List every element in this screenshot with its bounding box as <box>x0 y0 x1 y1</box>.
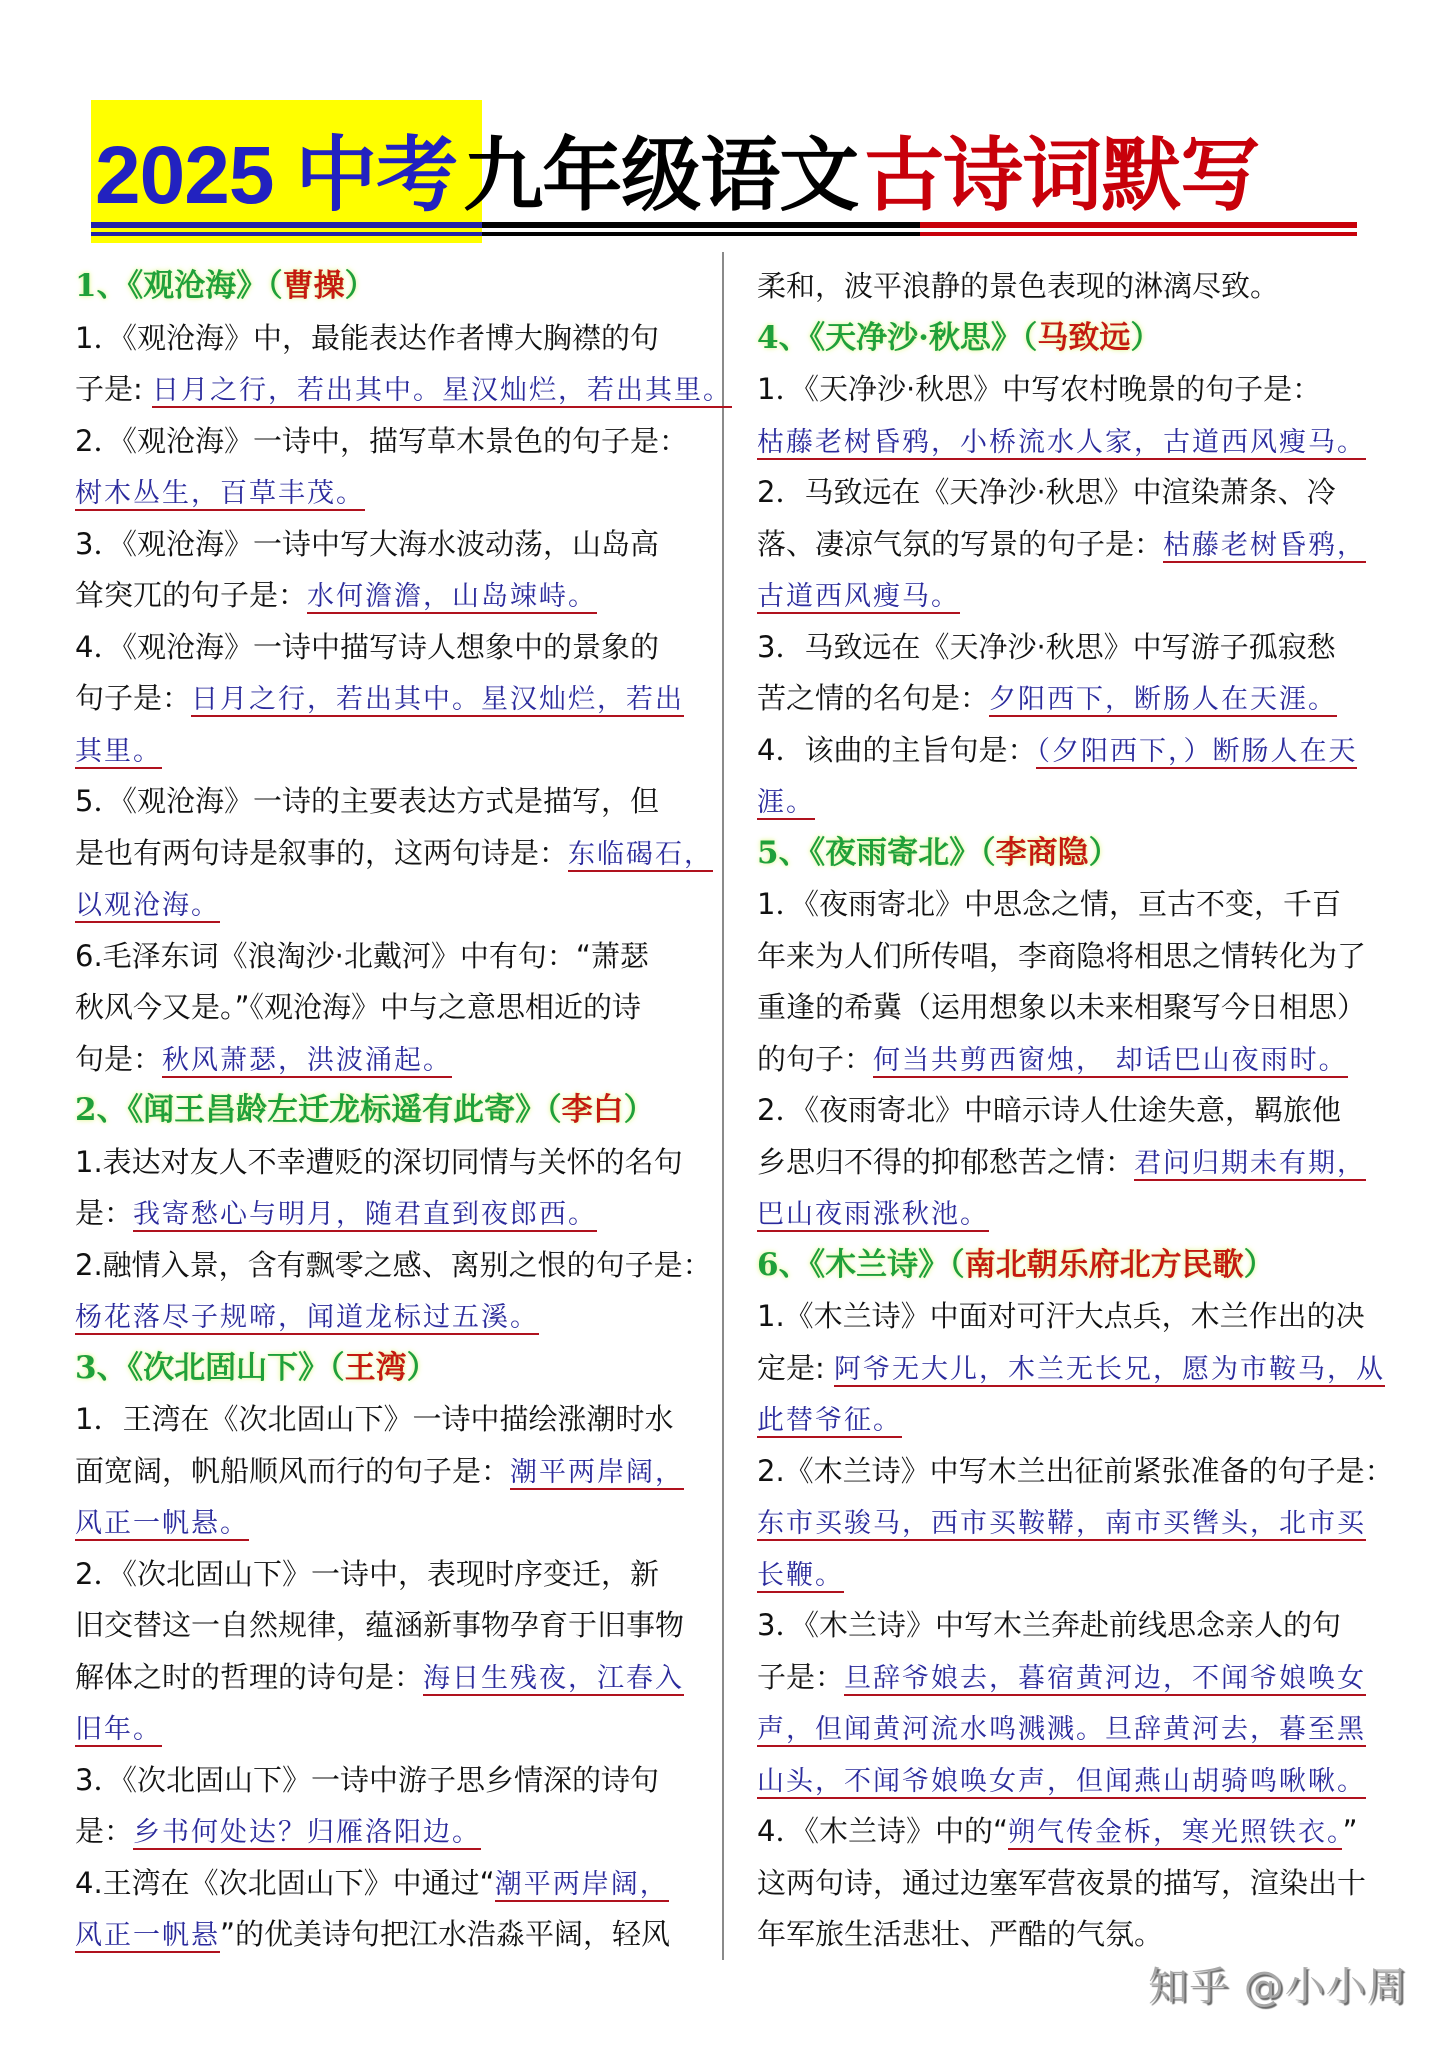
text-line <box>757 776 1387 828</box>
text-line <box>75 570 707 622</box>
text-line <box>75 1600 707 1652</box>
poem-author: 李商隐 <box>995 834 1089 871</box>
question-text: 秋风今又是。”《观沧海》中与之意思相近的诗 <box>75 990 642 1024</box>
question-text: 重逢的希冀（运用想象以未来相聚写今日相思） <box>757 990 1367 1024</box>
text-line <box>75 364 732 416</box>
answer-text: 朔气传金柝，寒光照铁衣。 <box>1007 1817 1343 1848</box>
text-line <box>75 725 707 777</box>
text-line <box>75 1446 707 1498</box>
answer-text: 以观沧海。 <box>75 890 220 921</box>
question-text: 3．《次北固山下》一诗中游子思乡情深的诗句 <box>75 1762 659 1797</box>
poem-title: 《天净沙·秋思》 <box>809 319 1022 356</box>
title-grade-subject: 九年级语文 <box>463 131 859 220</box>
answer-text: 阿爷无大儿，木兰无长兄，愿为市鞍马，从 <box>834 1353 1385 1385</box>
text-line <box>75 776 707 828</box>
text-line <box>757 261 1387 313</box>
question-text: 句子是： <box>75 681 192 715</box>
text-line <box>75 519 707 571</box>
text-line <box>757 1909 1387 1961</box>
question-text: 1．《观沧海》中，最能表达作者博大胸襟的句 <box>75 320 659 355</box>
answer-text: 潮平两岸阔， <box>494 1868 669 1900</box>
question-text: 苦之情的名句是： <box>757 681 990 715</box>
text-line <box>757 1806 1387 1858</box>
question-text: ” <box>1342 1814 1358 1848</box>
text-line <box>75 1703 707 1755</box>
text-line <box>757 1085 1387 1137</box>
question-text: 耸突兀的句子是： <box>75 578 308 612</box>
question-text: 3．《观沧海》一诗中写大海水波动荡，山岛高 <box>75 526 659 561</box>
answer-text: 乡书何处达？归雁洛阳边。 <box>133 1817 482 1848</box>
paren-open: （ <box>329 1349 345 1386</box>
text-line <box>757 1137 1387 1189</box>
answer-text: 旦辞爷娘去，暮宿黄河边，不闻爷娘唤女 <box>844 1662 1367 1694</box>
poem-title: 《次北固山下》 <box>127 1349 330 1386</box>
question-text: 2．《次北固山下》一诗中，表现时序变迁，新 <box>75 1556 659 1591</box>
text-line <box>757 982 1387 1034</box>
question-text: 柔和，波平浪静的景色表现的淋漓尽致。 <box>757 269 1280 303</box>
question-text: 子是： <box>757 1659 845 1694</box>
text-line <box>757 1034 1387 1086</box>
text-line <box>75 828 714 880</box>
text-line <box>757 364 1387 416</box>
question-text: 2.融情入景，含有飘零之感、离别之恨的句子是： <box>75 1247 712 1282</box>
question-text: 旧交替这一自然规律，蕴涵新事物孕育于旧事物 <box>75 1608 685 1642</box>
text-line <box>75 1858 707 1910</box>
text-line <box>75 673 707 725</box>
answer-text: 长鞭。 <box>757 1559 844 1591</box>
question-text: 4．《观沧海》一诗中描写诗人想象中的景象的 <box>75 629 659 664</box>
text-line <box>757 673 1387 725</box>
paren-close: ） <box>1088 834 1120 871</box>
question-text: 这两句诗，通过边塞军营夜景的描写，渲染出十 <box>757 1865 1367 1900</box>
paren-open: （ <box>949 1246 965 1283</box>
text-line <box>75 1188 707 1240</box>
question-text: 子是: <box>75 372 152 406</box>
answer-text: 古道西风瘦马。 <box>757 581 960 612</box>
answer-text: 其里。 <box>75 735 162 767</box>
text-line <box>75 1240 712 1292</box>
answer-text: 海日生残夜，江春入 <box>423 1662 685 1694</box>
text-line <box>75 982 707 1034</box>
answer-text: 东临碣石， <box>568 838 714 870</box>
question-text: 2．马致远在《天净沙·秋思》中渲染萧条、冷 <box>757 475 1336 509</box>
paren-open: （ <box>546 1092 562 1128</box>
text-line <box>75 313 707 365</box>
question-text: 句是： <box>75 1041 163 1076</box>
question-text: 乡思归不得的抑郁愁苦之情： <box>757 1144 1135 1179</box>
watermark: 知乎 @小小周 <box>1148 1964 1408 2010</box>
left-column <box>75 261 732 1961</box>
answer-text: 水何澹澹，山岛竦峙。 <box>307 581 598 612</box>
text-line <box>75 1909 707 1961</box>
section-number: 1、 <box>75 268 128 304</box>
text-line <box>75 1291 707 1343</box>
question-text: 年来为人们所传唱，李商隐将相思之情转化为了 <box>757 938 1367 973</box>
section-heading <box>757 313 1387 365</box>
poem-author: 马致远 <box>1037 319 1131 356</box>
answer-text: 山头，不闻爷娘唤女声，但闻燕山胡骑鸣啾啾。 <box>757 1765 1366 1797</box>
text-line <box>75 1137 707 1189</box>
text-line <box>75 931 707 983</box>
poem-author: 南北朝乐府北方民歌 <box>964 1246 1244 1283</box>
text-line <box>757 1497 1387 1549</box>
question-text: 2.《木兰诗》中写木兰出征前紧张准备的句子是： <box>757 1453 1394 1488</box>
title-year-exam: 2025 中考 <box>95 130 458 221</box>
question-text: 年军旅生活悲壮、严酷的气氛。 <box>757 1917 1164 1951</box>
text-line <box>757 1703 1387 1755</box>
text-line <box>75 1394 707 1446</box>
text-line <box>757 519 1387 571</box>
text-line <box>757 1600 1387 1652</box>
paren-open: （ <box>980 834 996 871</box>
question-text: 是： <box>75 1814 134 1848</box>
section-number: 2、 <box>75 1092 128 1128</box>
paren-open: （ <box>267 268 283 304</box>
text-line <box>757 725 1387 777</box>
question-text: 2．《夜雨寄北》中暗示诗人仕途失意，羁旅他 <box>757 1093 1341 1127</box>
paren-close: ） <box>1243 1246 1275 1283</box>
text-line <box>757 1291 1387 1343</box>
answer-text: 日月之行，若出其中。星汉灿烂，若出其里。 <box>152 375 732 406</box>
answer-text: 东市买骏马，西市买鞍鞯，南市买辔头，北市买 <box>757 1508 1366 1539</box>
question-text: ”的优美诗句把江水浩淼平阔，轻风 <box>220 1917 671 1951</box>
section-number: 5、 <box>757 834 810 871</box>
question-text: 2．《观沧海》一诗中，描写草木景色的句子是： <box>75 423 688 458</box>
answer-text: 风正一帆悬。 <box>75 1508 249 1539</box>
text-line <box>757 1858 1387 1910</box>
text-line <box>757 1394 1387 1446</box>
paren-open: （ <box>1021 319 1038 356</box>
answer-text: 声，但闻黄河流水鸣溅溅。旦辞黄河去，暮至黑 <box>757 1714 1366 1745</box>
text-line <box>75 879 707 931</box>
section-number: 3、 <box>75 1349 128 1386</box>
paren-close: ） <box>623 1092 655 1128</box>
section-heading <box>757 1240 1387 1292</box>
answer-text: 杨花落尽子规啼，闻道龙标过五溪。 <box>75 1302 539 1333</box>
text-line <box>757 879 1387 931</box>
title-topic: 古诗词默写 <box>864 131 1260 220</box>
answer-text: 风正一帆悬 <box>75 1920 220 1951</box>
text-line <box>75 1034 707 1086</box>
question-text: 落、凄凉气氛的写景的句子是： <box>757 526 1164 561</box>
question-text: 面宽阔，帆船顺风而行的句子是： <box>75 1453 511 1488</box>
question-text: 1．《夜雨寄北》中思念之情，亘古不变，千百 <box>757 887 1341 921</box>
poem-author: 王湾 <box>344 1349 407 1386</box>
question-text: 4.王湾在《次北固山下》中通过“ <box>75 1865 495 1900</box>
answer-text: 何当共剪西窗烛， 却话巴山夜雨时。 <box>873 1044 1348 1076</box>
text-line <box>75 467 707 519</box>
poem-author: 曹操 <box>282 268 345 304</box>
question-text: 1．《天净沙·秋思》中写农村晚景的句子是： <box>757 372 1322 406</box>
answer-text: 君问归期未有期， <box>1134 1147 1367 1179</box>
answer-text: 此替爷征。 <box>757 1405 902 1436</box>
answer-text: （夕阳西下，）断肠人在天 <box>1036 735 1358 767</box>
right-column <box>757 261 1394 1961</box>
question-text: 的句子： <box>757 1041 874 1076</box>
section-heading <box>75 1085 707 1137</box>
section-heading <box>757 828 1387 880</box>
paren-close: ） <box>344 268 376 304</box>
question-text: 1．王湾在《次北固山下》一诗中描绘涨潮时水 <box>75 1402 674 1436</box>
text-line <box>75 1652 707 1704</box>
page-title-banner <box>91 100 1357 244</box>
poem-author: 李白 <box>561 1092 624 1128</box>
text-line <box>757 1755 1387 1807</box>
poem-title: 《木兰诗》 <box>809 1246 950 1283</box>
question-text: 是也有两句诗是叙事的，这两句诗是： <box>75 835 569 870</box>
text-line <box>757 1188 1387 1240</box>
text-line <box>75 1806 707 1858</box>
text-line <box>757 1343 1387 1395</box>
question-text: 1.《木兰诗》中面对可汗大点兵，木兰作出的决 <box>757 1299 1365 1333</box>
section-heading <box>75 261 707 313</box>
question-text: 定是: <box>757 1350 834 1385</box>
question-text: 4．该曲的主旨句是： <box>757 732 1037 767</box>
answer-text: 巴山夜雨涨秋池。 <box>757 1199 989 1230</box>
text-line <box>757 1652 1387 1704</box>
section-heading <box>75 1343 707 1395</box>
answer-text: 涯。 <box>757 787 815 818</box>
question-text: 6.毛泽东词《浪淘沙·北戴河》中有句：“萧瑟 <box>75 938 649 973</box>
section-number: 4、 <box>757 319 810 356</box>
question-text: 1.表达对友人不幸遭贬的深切同情与关怀的名句 <box>75 1144 683 1179</box>
question-text: 是： <box>75 1196 134 1230</box>
page-title <box>95 126 1259 226</box>
question-text: 3．马致远在《天净沙·秋思》中写游子孤寂愁 <box>757 629 1336 664</box>
question-text: 3．《木兰诗》中写木兰奔赴前线思念亲人的句 <box>757 1608 1341 1642</box>
answer-text: 日月之行，若出其中。星汉灿烂，若出 <box>191 684 685 715</box>
question-text: 5．《观沧海》一诗的主要表达方式是描写，但 <box>75 784 659 818</box>
poem-title: 《闻王昌龄左迁龙标遥有此寄》 <box>127 1092 547 1128</box>
text-line <box>75 622 707 674</box>
text-line <box>757 1549 1387 1601</box>
text-line <box>757 570 1387 622</box>
poem-title: 《夜雨寄北》 <box>809 834 981 871</box>
answer-text: 我寄愁心与明月，随君直到夜郎西。 <box>133 1199 598 1230</box>
text-line <box>75 416 707 468</box>
text-line <box>757 1446 1394 1498</box>
paren-close: ） <box>406 1349 438 1386</box>
question-text: 4．《木兰诗》中的“ <box>757 1814 1008 1848</box>
poem-title: 《观沧海》 <box>127 268 268 304</box>
answer-text: 潮平两岸阔， <box>510 1456 685 1488</box>
text-line <box>757 931 1387 983</box>
answer-text: 秋风萧瑟，洪波涌起。 <box>162 1044 453 1076</box>
column-divider <box>722 252 724 1960</box>
text-line <box>75 1497 707 1549</box>
text-line <box>75 1549 707 1601</box>
question-text: 解体之时的哲理的诗句是： <box>75 1659 424 1694</box>
answer-text: 树木丛生，百草丰茂。 <box>75 478 365 509</box>
answer-text: 旧年。 <box>75 1714 162 1745</box>
text-line <box>757 416 1387 468</box>
title-rule-blue-thin <box>91 232 482 236</box>
answer-text: 枯藤老树昏鸦，小桥流水人家，古道西风瘦马。 <box>757 426 1366 458</box>
section-number: 6、 <box>757 1246 810 1283</box>
title-rule-black-thin <box>482 232 920 236</box>
title-rule-red-thin <box>920 232 1357 236</box>
answer-text: 枯藤老树昏鸦， <box>1163 529 1367 561</box>
paren-close: ） <box>1130 319 1162 356</box>
text-line <box>757 622 1387 674</box>
text-line <box>75 1755 707 1807</box>
answer-text: 夕阳西下，断肠人在天涯。 <box>989 684 1338 715</box>
text-line <box>757 467 1387 519</box>
